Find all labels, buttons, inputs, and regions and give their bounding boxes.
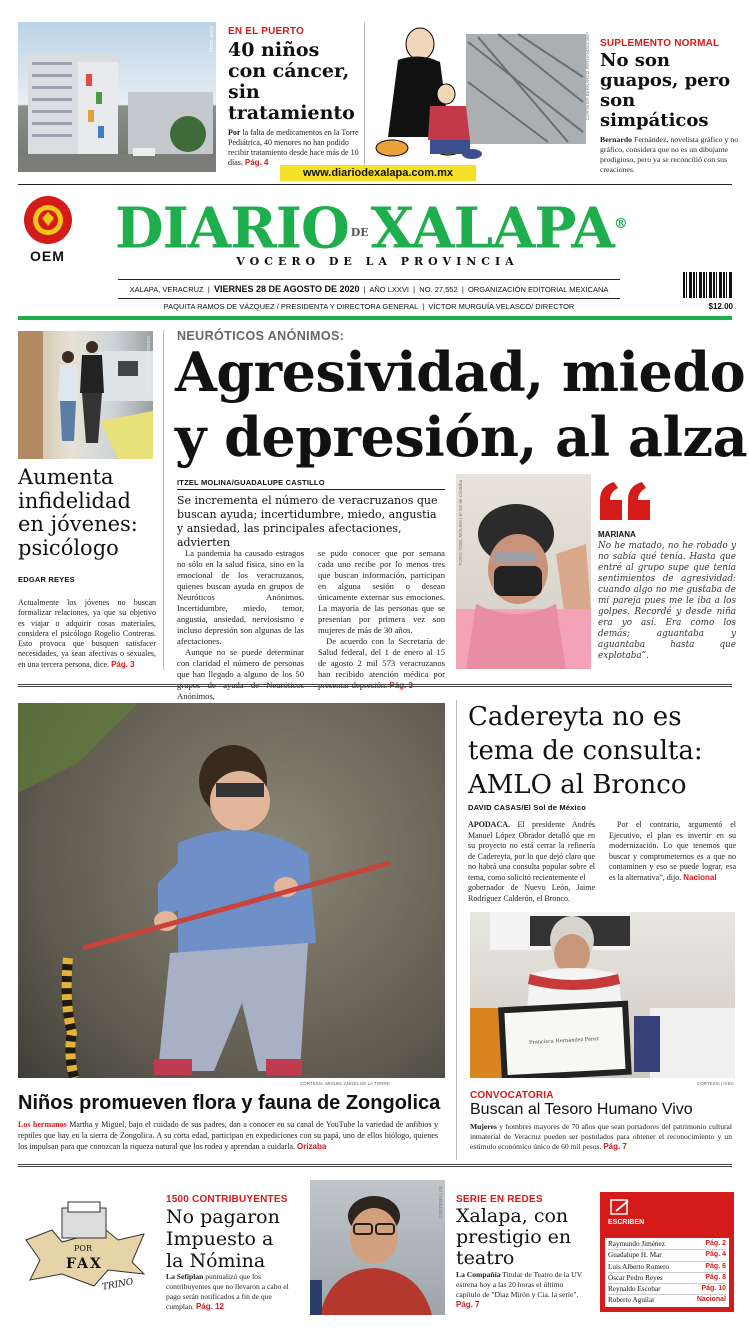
oem-text: OEM [30, 248, 65, 264]
teatro-kicker: SERIE EN REDES [456, 1194, 543, 1205]
teatro-body: La Compañía Titular de Teatro de la UV estrena hoy a las 20 horas el último capítulo de "Diaz Mirón y Cia. la serie". Pág. 7 [456, 1270, 582, 1309]
lead-paragraph: se pudo conocer que por semana cada uno recibe por lo menos tres que buscan información, participan en alguna sesión o desean únicamente externar sus emociones. La mayoría de las personas que se presentan por primera vez son mujeres de más de 30 años. [318, 548, 445, 635]
dateline-date: VIERNES 28 DE AGOSTO DE 2020 [213, 284, 360, 294]
page-ref[interactable]: Pág. 3 [111, 659, 135, 669]
support-group-illustration [456, 474, 591, 669]
page-ref[interactable]: Pág. 4 [244, 158, 269, 167]
staff-president: PAQUITA RAMOS DE VÁZQUEZ / PRESIDENTA Y DIRECTORA GENERAL [163, 302, 419, 311]
top-cartoon [368, 22, 590, 167]
teaser-headline[interactable]: 40 niños con cáncer, sin tratamiento [228, 39, 355, 124]
couple-walking-illustration [18, 331, 153, 459]
teatro-photo [310, 1180, 445, 1315]
top-right-teaser [600, 38, 740, 175]
photo-credit: CORTESÍA | IVEC [697, 1081, 734, 1086]
lead-paragraph: La pandemia ha causado estragos no sólo en la salud física, sino en la emocional de los veracruzanos, quienes buscan ayuda en grupos de Neuróticos Anónimos. Incertidumbre, miedo, temor, angustia, ansiedad, nerviosismo e incluso depresión son algunas de las afectaciones. [177, 548, 304, 646]
cartoon-sign-line-2: FAX [66, 1256, 103, 1272]
contribuyentes-headline[interactable]: No pagaron Impuesto a la Nómina [166, 1206, 280, 1272]
teaser-headline[interactable]: No son guapos, pero son simpáticos [600, 50, 731, 131]
divider [456, 700, 457, 1160]
man-portrait-illustration [310, 1180, 445, 1315]
plaque-name: Francisca Hernández Pérez [528, 1036, 600, 1046]
divider [18, 684, 732, 687]
page-ref[interactable]: Pág. 7 [603, 1142, 627, 1151]
lead-headline-line-2[interactable]: y depresión, al alza [175, 405, 748, 469]
divider [163, 330, 164, 670]
fax-cartoon [22, 1200, 147, 1300]
hospital-building-illustration [18, 22, 216, 172]
teaser-kicker: EN EL PUERTO [228, 26, 304, 37]
photo-story-body: Los hermanos Martha y Miguel, bajo el cuidado de sus padres, dan a conocer en su canal de YouTube la variedad de anfibios y reptiles que hay en la sierra de Zongolica. A su corta edad, participan en expediciones con su papá, uno de ellos biólogo, quienes los impulsan para que conozcan la riqueza natural que los rodea y aprendan a cuidarla. Orizaba [18, 1120, 439, 1151]
masthead-tagline: VOCERO DE LA PROVINCIA [236, 255, 519, 268]
lead-headline-line-1[interactable]: Agresividad, miedo [175, 340, 746, 404]
teaser-body: Bernardo Fernández, novelista gráfico y no gráfico, considera que no es un dibujante prodigioso, pero ya se reconcilió con sus creaciones. [600, 135, 739, 174]
top-left-photo [18, 22, 216, 172]
section-ref[interactable]: Orizaba [297, 1142, 327, 1151]
cartoon-signature: TRINO [101, 1277, 135, 1293]
quote-text: No he matado, no he robado y no sabía qué tenía. Hasta que entré al grupo supe que tenía sentimientos de agresividad: cuando algo no me gustaba de mi pareja pues me le iba a los golpes. Recordé y desde niña era yo así. Era como los demás; aguantaba y aguantaba hasta que explotaba”. [598, 541, 736, 661]
divider [118, 298, 620, 299]
dateline: XALAPA, VERACRUZ | VIERNES 28 DE AGOSTO DE 2020 | AÑO LXXVI | NO. 27,552 | ORGANIZACIÓN EDITORIAL MEXICANA [129, 284, 609, 294]
divider [364, 22, 365, 174]
side-story-photo [18, 331, 153, 459]
side-story-headline[interactable]: Aumenta infidelidad en jóvenes: psicólogo [18, 465, 138, 560]
cadereyta-body [468, 820, 736, 904]
barcode [683, 272, 733, 298]
cadereyta-headline[interactable]: Cadereyta no es tema de consulta: AMLO al Bronco [468, 702, 703, 800]
teaser-kicker: SUPLEMENTO NORMAL [600, 38, 720, 49]
tesoro-photo [470, 912, 735, 1078]
price: $12.00 [708, 302, 733, 311]
writer-item[interactable]: Raymundo Jiménez Pág. 2 [608, 1239, 726, 1250]
registered-mark: ® [613, 216, 627, 232]
photo-story-headline[interactable]: Niños promueven flora y fauna de Zongolica [18, 1092, 441, 1114]
photo-credit: FOTOS: CORRESPONSAL [146, 335, 151, 391]
photo-credit: CORTESÍA: MIGUEL ÁNGEL DE LA TORRE [300, 1081, 390, 1086]
divider [118, 279, 620, 280]
dateline-city: XALAPA, VERACRUZ [129, 285, 204, 294]
quote-block [598, 480, 736, 662]
writer-item[interactable]: Luis Alberto Romero Pág. 6 [608, 1262, 726, 1273]
oem-logo [20, 194, 75, 266]
tesoro-body: Mujeres y hombres mayores de 70 años que sean portadores del patrimonio cultural inmaterial de Veracruz pueden ser postulados para obtener el reconocimiento y un estímulo económico único de 60 mil pesos. Pág. 7 [470, 1122, 732, 1151]
cadereyta-paragraph: Por el contrario, argumentó el Ejecutivo, el plan es invertir en su modernización. Lo que tenemos que buscar y comprometernos es a que no contaminen y eso se puede lograr, esa es la alternativa”, dijo. Nacional [609, 820, 736, 882]
dateline-year: AÑO LXXVI [369, 285, 409, 294]
side-story-body: Actualmente los jóvenes no buscan formalizar relaciones, ya que su objetivo es viajar o adquirir cosas materiales, considera el psicólogo Rogelio Contreras. Esto provoca que busquen satisfacer necesidades, ya sean afectivas o sexuales, en una tercera persona, dice. Pág. 3 [18, 598, 156, 669]
writer-item[interactable]: Roberto Aguilar Nacional [608, 1296, 726, 1305]
logo-word-diario: DIARIO [115, 195, 349, 262]
lead-byline: ITZEL MOLINA/GUADALUPE CASTILLO [177, 478, 445, 490]
lead-body [177, 548, 445, 702]
staff-director: VÍCTOR MURGUÍA VELASCO/ DIRECTOR [428, 302, 575, 311]
photo-credit: FOTO: ITZEL MOLINA | El Sol de Córdoba [458, 480, 463, 566]
side-story-byline: EDGAR REYES [18, 575, 75, 584]
tesoro-kicker: CONVOCATORIA [470, 1090, 554, 1101]
photo-credit: FOTO: IMCS [209, 26, 214, 53]
dateline-number: NO. 27,552 [419, 285, 458, 294]
logo-word-xalapa: XALAPA [370, 195, 614, 262]
divider [18, 1164, 732, 1167]
writers-title: ESCRIBEN [608, 1219, 645, 1226]
contribuyentes-body: La Sefiplan puntualizó que los contribuyentes que no llevaron a cabo el pago serán notificados a fin de que cumplan. Pág. 12 [166, 1272, 289, 1311]
page-ref[interactable]: Pág. 3 [389, 681, 413, 690]
elderly-woman-with-plaque-illustration [470, 912, 735, 1078]
writers-box [600, 1192, 734, 1312]
cadereyta-paragraph: APODACA. El presidente Andrés Manuel López Obrador detalló que en su proyecto no está cerrar la refinería de Cadereyta, por lo que dejó claro que no habrá una consulta popular sobre el tema, como solicitó recientemente el [468, 820, 595, 882]
lead-paragraph: Aunque no se puede determinar con claridad el número de personas que han llegado a alguno de los 50 grupos de ayuda de Neuróticos Anónimos, [177, 647, 304, 701]
child-with-snake-illustration [18, 703, 445, 1078]
staff-line: PAQUITA RAMOS DE VÁZQUEZ / PRESIDENTA Y DIRECTORA GENERAL | VÍCTOR MURGUÍA VELASCO/ DIRECTOR [163, 302, 575, 311]
lead-story-photo [456, 474, 591, 669]
eagle-seal-icon [22, 194, 74, 246]
lead-kicker: NEURÓTICOS ANÓNIMOS: [177, 329, 345, 343]
quote-mark-icon [598, 480, 654, 524]
cadereyta-paragraph: gobernador de Nuevo León, Jaime Rodríguez Calderón, el Bronco. [468, 883, 595, 903]
lead-paragraph: De acuerdo con la Secretaría de Salud federal, del 1 de enero al 15 de agosto 2 mil 573 veracruzanos han recibido atención médica por presentar depresión. Pág. 3 [318, 636, 445, 690]
pencil-icon [610, 1199, 632, 1217]
photo-credit: CORTESÍA BERNARDO FERNÁNDEZ BEF [585, 32, 590, 121]
quote-speaker: MARIANA [598, 530, 636, 539]
lead-deck: Se incrementa el número de veracruzanos que buscan ayuda; incertidumbre, miedo, angustia y ansiedad, las principales afectaciones, advierten [177, 494, 438, 549]
writers-list [605, 1238, 729, 1307]
top-left-teaser [228, 26, 360, 168]
tesoro-headline[interactable]: Buscan al Tesoro Humano Vivo [470, 1101, 693, 1118]
cartoon-illustration [368, 22, 590, 167]
photo-credit: CORTESÍA | UV [438, 1186, 443, 1219]
teaser-body: Por la falta de medicamentos en la Torre Pediátrica, 40 menores no han podido recibir tratamiento desde hace más de 10 días. Pág. 4 [228, 128, 359, 167]
page-ref[interactable]: Pág. 12 [195, 1302, 224, 1311]
website-url[interactable]: www.diariodexalapa.com.mx [280, 165, 476, 181]
contribuyentes-kicker: 1500 CONTRIBUYENTES [166, 1194, 288, 1205]
cadereyta-byline: DAVID CASAS/El Sol de México [468, 803, 586, 812]
page-ref[interactable]: Pág. 7 [456, 1300, 480, 1309]
section-ref[interactable]: Nacional [683, 872, 717, 882]
dateline-org: ORGANIZACIÓN EDITORIAL MEXICANA [467, 285, 609, 294]
child-photo [18, 703, 445, 1078]
green-rule [18, 316, 732, 320]
teatro-headline[interactable]: Xalapa, con prestigio en teatro [456, 1205, 572, 1269]
face-blur [494, 552, 536, 562]
writer-item[interactable]: Guadalupe H. Mar Pág. 4 [608, 1250, 726, 1261]
writer-item[interactable]: Reynaldo Escobar Pág. 10 [608, 1284, 726, 1295]
divider [18, 184, 732, 185]
writer-item[interactable]: Óscar Pedro Reyes Pág. 8 [608, 1273, 726, 1284]
logo-de: DE [350, 225, 369, 239]
cartoon-sign-line-1: POR [74, 1244, 92, 1253]
